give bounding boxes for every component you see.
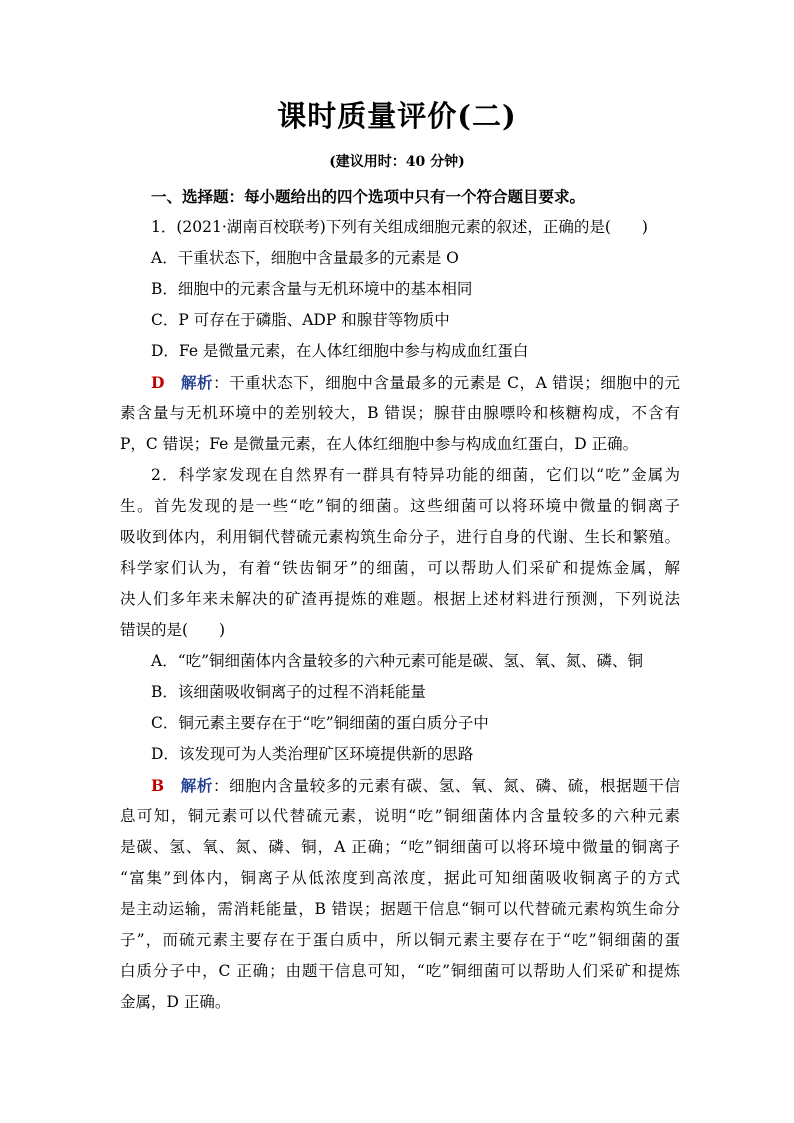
section-heading: 一、选择题：每小题给出的四个选项中只有一个符合题目要求。 xyxy=(151,187,586,206)
question-1-option-d: D．Fe 是微量元素，在人体红细胞中参与构成血红蛋白 xyxy=(151,342,529,360)
page-title: 课时质量评价(二) xyxy=(277,99,517,133)
question-2-stem-line: 错误的是( ) xyxy=(120,621,226,639)
question-2-analysis-line: “富集”到体内，铜离子从低浓度到高浓度，据此可知细菌吸收铜离子的方式 xyxy=(120,869,680,887)
question-2-analysis-line: 子”，而硫元素主要存在于蛋白质中，所以铜元素主要存在于“吃”铜细菌的蛋 xyxy=(120,931,680,949)
question-1-stem: 1．(2021·湖南百校联考)下列有关组成细胞元素的叙述，正确的是( ) xyxy=(151,218,648,236)
question-2-stem-line: 2．科学家发现在自然界有一群具有特异功能的细菌，它们以“吃”金属为 xyxy=(151,466,680,484)
question-2-option-d: D．该发现可为人类治理矿区环境提供新的思路 xyxy=(151,745,474,763)
question-1-analysis-line: 素含量与无机环境中的差别较大，B 错误；腺苷由腺嘌呤和核糖构成，不含有 xyxy=(120,404,680,422)
question-2-analysis-line: 金属，D 正确。 xyxy=(120,993,231,1011)
question-2-option-c: C．铜元素主要存在于“吃”铜细菌的蛋白质分子中 xyxy=(151,714,489,732)
question-2-analysis-line: 是碳、氢、氧、氮、磷、铜，A 正确；“吃”铜细菌可以将环境中微量的铜离子 xyxy=(120,838,680,856)
question-2-option-b: B．该细菌吸收铜离子的过程不消耗能量 xyxy=(151,683,426,701)
question-2-stem-line: 决人们多年来未解决的矿渣再提炼的难题。根据上述材料进行预测，下列说法 xyxy=(120,590,680,608)
question-1-option-c: C．P 可存在于磷脂、ADP 和腺苷等物质中 xyxy=(151,311,450,329)
question-2-answer: B xyxy=(151,776,165,795)
question-2-analysis-line: 息可知，铜元素可以代替硫元素，说明“吃”铜细菌体内含量较多的六种元素 xyxy=(120,807,680,825)
analysis-label: 解析 xyxy=(180,776,213,795)
question-2-option-a: A．“吃”铜细菌体内含量较多的六种元素可能是碳、氢、氧、氮、磷、铜 xyxy=(151,652,644,670)
question-1-answer: D xyxy=(151,373,165,392)
analysis-label: 解析 xyxy=(180,373,214,392)
analysis-text: ：干重状态下，细胞中含量最多的元素是 C，A 错误；细胞中的元 xyxy=(213,374,680,392)
suggested-time: (建议用时：40 分钟) xyxy=(329,154,465,170)
question-2-analysis-line: 是主动运输，需消耗能量，B 错误；据题干信息“铜可以代替硫元素构筑生命分 xyxy=(120,900,680,918)
question-1-analysis-line: P，C 错误；Fe 是微量元素，在人体红细胞中参与构成血红蛋白，D 正确。 xyxy=(120,435,639,453)
question-2-analysis-line xyxy=(120,770,680,801)
analysis-text: ：细胞内含量较多的元素有碳、氢、氧、氮、磷、硫，根据题干信 xyxy=(212,777,680,795)
question-1-option-a: A．干重状态下，细胞中含量最多的元素是 O xyxy=(151,249,459,267)
question-2-stem-line: 科学家们认为，有着“铁齿铜牙”的细菌，可以帮助人们采矿和提炼金属，解 xyxy=(120,559,680,577)
question-1-option-b: B．细胞中的元素含量与无机环境中的基本相同 xyxy=(151,280,473,298)
question-2-stem-line: 吸收到体内，利用铜代替硫元素构筑生命分子，进行自身的代谢、生长和繁殖。 xyxy=(120,528,680,546)
question-2-stem-line: 生。首先发现的是一些“吃”铜的细菌。这些细菌可以将环境中微量的铜离子 xyxy=(120,497,680,515)
question-2-analysis-line: 白质分子中，C 正确；由题干信息可知，“吃”铜细菌可以帮助人们采矿和提炼 xyxy=(120,962,680,980)
question-1-analysis-line xyxy=(120,367,680,398)
